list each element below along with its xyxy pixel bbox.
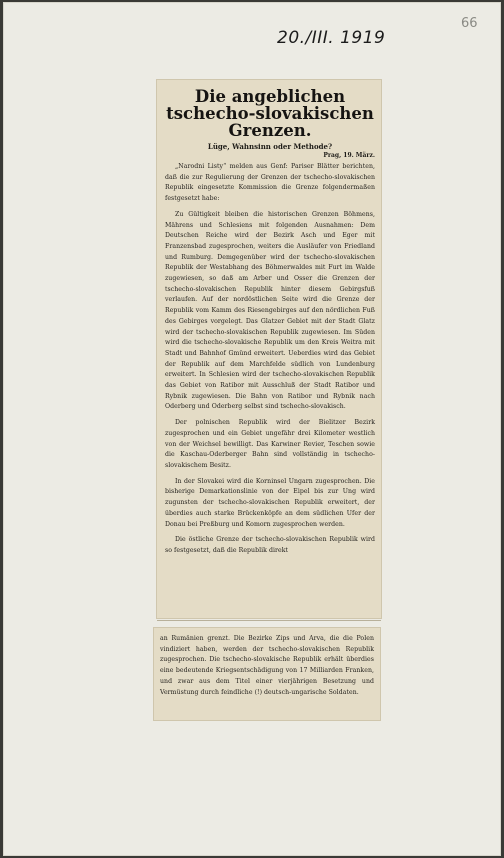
article-paragraph: „Narodni Listy“ melden aus Genf: Pariser Blätter berichten, daß die zur Regulierung der Grenzen der tschecho-slovakischen Republik eingesetzte Kommission die Grenze folgendermaßen festgesetzt habe:: [165, 163, 375, 203]
article-paragraph: In der Slovakei wird die Korninsel Ungarn zugesprochen. Die bisherige Demarkationslinie von der Eipel bis zur Ung wird zugunsten der tschecho-slovakischen Republik erweitert, der überdies auch starke Brückenköpfe an dem südlichen Ufer der Donau bei Preßburg und Komorn zugesprochen werden.: [165, 477, 375, 528]
article-dateline: Prag, 19. März.: [323, 152, 375, 159]
handwritten-date: 20./III. 1919: [277, 28, 386, 48]
article-continuation: an Rumänien grenzt. Die Bezirke Zips und Arva, die die Polen vindiziert haben, werden der tschecho-slovakischen Republik zugesprochen. Die tschecho-slovakische Republik erhält überdies eine bedeutende Kriegsentschädigung von 17 Milliarden Franken, und zwar aus dem Titel einer vierjährigen Besetzung und Vermüstung durch feindliche (!) deutsch-ungarische Soldaten.: [160, 635, 374, 696]
newspaper-clipping-continuation: [154, 628, 380, 720]
clipping-divider: [157, 620, 381, 621]
article-subheadline: Lüge, Wahnsinn oder Methode?: [207, 142, 333, 151]
article-paragraph: Der polnischen Republik wird der Bielitzer Bezirk zugesprochen und ein Gebiet ungefähr drei Kilometer westlich von der Weichsel bewilligt. Das Karwiner Revier, Teschen sowie die Kaschau-Oderberger Bahn sind vollständig in tschecho-slovakischem Besitz.: [165, 419, 375, 469]
newspaper-clipping-main: [157, 80, 381, 618]
article-paragraph: Die östliche Grenze der tschecho-slovakischen Republik wird so festgesetzt, daß die Republik direkt: [165, 536, 375, 554]
article-headline: Die angeblichen tschecho-slovakischen Grenzen.: [166, 87, 374, 140]
page-number: 66: [461, 16, 478, 31]
article-paragraph: Zu Gültigkeit bleiben die historischen Grenzen Böhmens, Mährens und Schlesiens mit folgenden Ausnahmen: Dem Deutschen Reiche wird der Bezirk Asch und Eger mit Franzensbad zugesprochen, weiters die Ausläufer von Friedland und Rumburg. Demgegenüber wird der tschecho-slovakischen Republik der Westabhang des Böhmerwaldes mit Furt im Walde zugewiesen, so daß am Arber und Osser die Grenzen der tschecho-slovakischen Republik hinter diesem Gebirgsfuß verlaufen. Auf der nordöstlichen Seite wird die Grenze der Republik vom Kamm des Riesengebirges auf den nördlichen Fuß des Gebirges vorgelegt. Das Glatzer Gebiet mit der Stadt Glatz wird der tschecho-slovakischen Republik zugewiesen. Im Süden wird die tschecho-slovakische Republik um den Kreis Weitra mit Stadt und Bahnhof Gmünd erweitert. Ueberdies wird das Gebiet der Republik auf dem Marchfelde südlich von Lundenburg erweitert. In Schlesien wird der tschecho-slovakischen Republik das Gebiet von Ratibor mit Ausschluß der Stadt Ratibor und Rybnik zugewiesen. Die Bahn von Ratibor und Rybnik nach Oderberg und Oderberg selbst sind tschecho-slovakisch.: [165, 210, 375, 411]
